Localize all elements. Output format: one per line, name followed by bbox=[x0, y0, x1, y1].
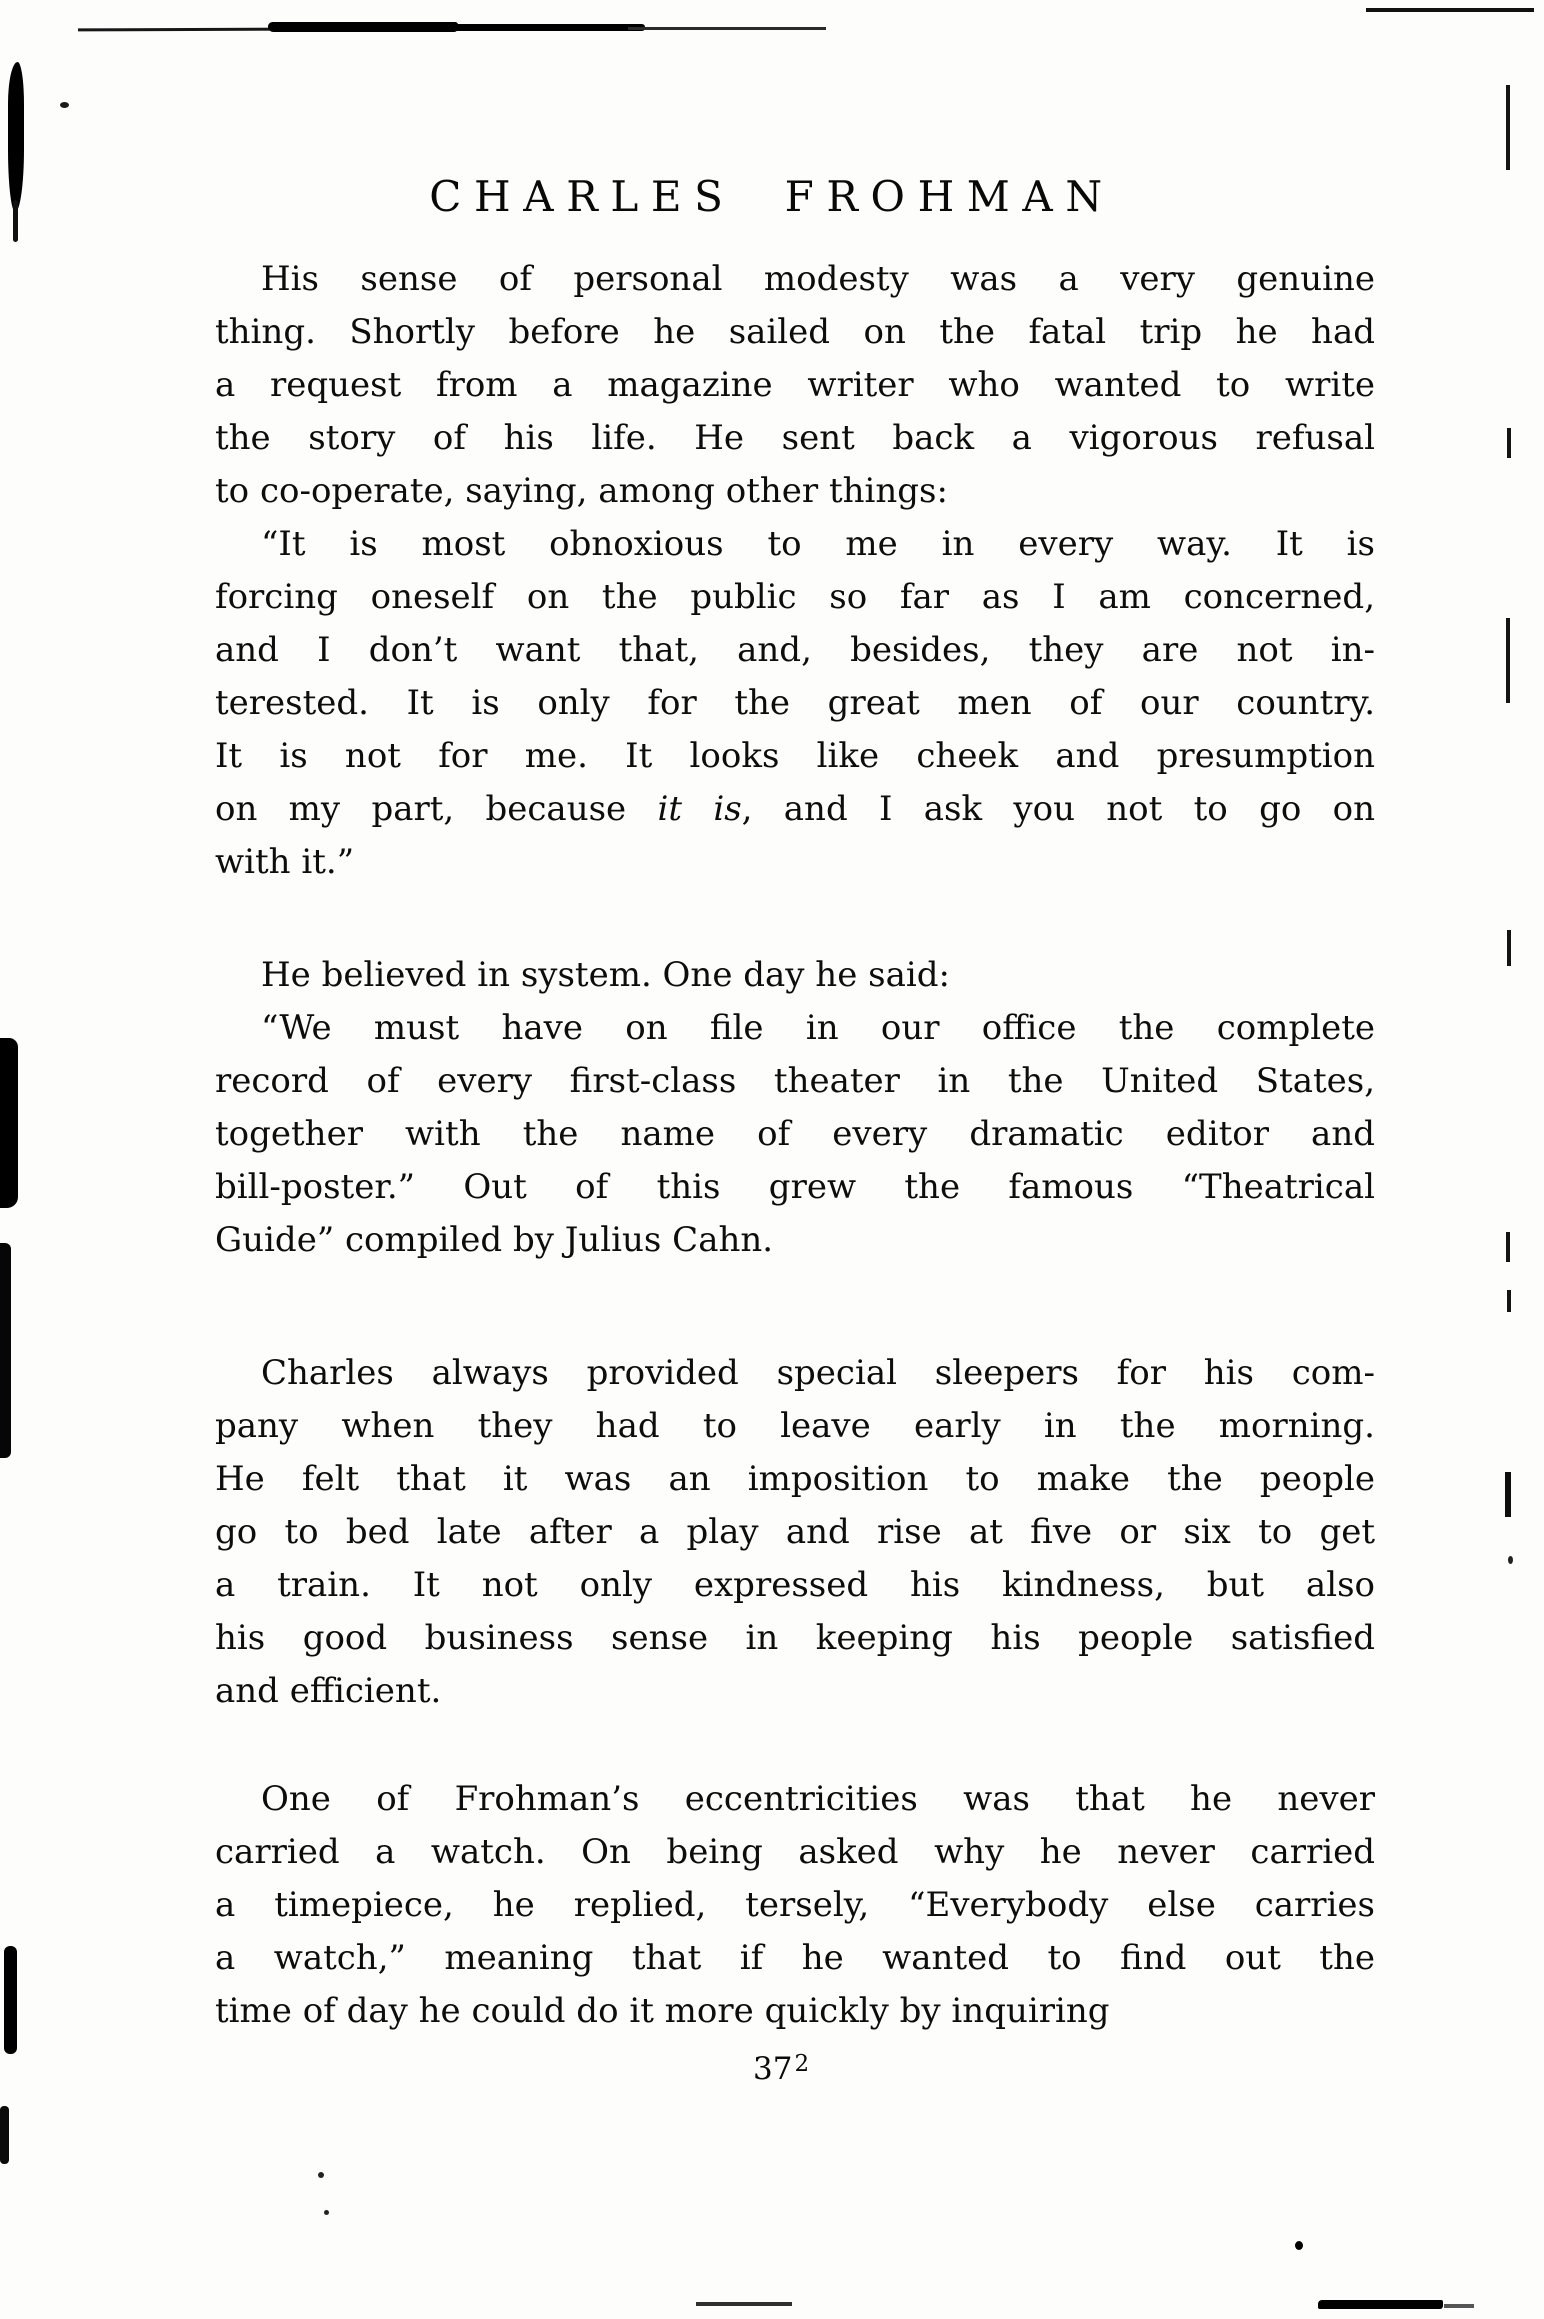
text-line bbox=[215, 1985, 1375, 2038]
text-line bbox=[215, 412, 1375, 465]
text-line bbox=[215, 1559, 1375, 1612]
page-text bbox=[215, 253, 1375, 2038]
text-line bbox=[215, 253, 1375, 306]
text-run: Charles always provided special sleepers for his com- bbox=[261, 1353, 1375, 1393]
page-number bbox=[753, 2051, 809, 2090]
text-line bbox=[215, 465, 1375, 518]
text-run: a train. It not only expressed his kindness, but also bbox=[215, 1565, 1375, 1605]
scan-artifact-right-tick bbox=[1507, 1290, 1511, 1312]
text-line bbox=[215, 783, 1375, 836]
text-run: carried a watch. On being asked why he never carried bbox=[215, 1832, 1375, 1872]
text-run: time of day he could do it more quickly by inquiring bbox=[215, 1991, 1110, 2031]
text-run: Guide” compiled by Julius Cahn. bbox=[215, 1220, 774, 1260]
text-line bbox=[215, 1612, 1375, 1665]
paragraph bbox=[215, 518, 1375, 889]
page-number-superscript: 2 bbox=[794, 2051, 810, 2077]
scan-artifact-top-rule bbox=[440, 24, 645, 31]
text-run: “We must have on file in our office the complete bbox=[261, 1008, 1375, 1048]
scan-artifact-bottom-rule bbox=[696, 2302, 792, 2306]
text-run: a watch,” meaning that if he wanted to find out the bbox=[215, 1938, 1375, 1978]
text-line bbox=[215, 1347, 1375, 1400]
text-line bbox=[215, 624, 1375, 677]
scan-artifact-bottom-right-smudge bbox=[1318, 2300, 1443, 2309]
scan-artifact-right-tick bbox=[1507, 930, 1511, 966]
text-run: with it.” bbox=[215, 842, 355, 882]
text-line bbox=[215, 306, 1375, 359]
text-run: forcing oneself on the public so far as I am concerned, bbox=[215, 577, 1375, 617]
text-line bbox=[215, 1002, 1375, 1055]
text-line bbox=[215, 949, 1375, 1002]
text-line bbox=[215, 1108, 1375, 1161]
text-run: go to bed late after a play and rise at five or six to get bbox=[215, 1512, 1375, 1552]
scan-artifact-left-ink-mark bbox=[4, 1946, 17, 2054]
text-line bbox=[215, 1826, 1375, 1879]
text-line bbox=[215, 1055, 1375, 1108]
scan-artifact-right-tick bbox=[1506, 1232, 1510, 1262]
text-run: a timepiece, he replied, tersely, “Everybody else carries bbox=[215, 1885, 1375, 1925]
paragraph bbox=[215, 1773, 1375, 2038]
text-run: and efficient. bbox=[215, 1671, 442, 1711]
text-run: , and I ask you not to go on bbox=[741, 789, 1375, 829]
scan-artifact-left-ink-mark bbox=[0, 1243, 11, 1458]
text-line bbox=[215, 1932, 1375, 1985]
text-run: It is not for me. It looks like cheek and presumption bbox=[215, 736, 1375, 776]
text-run: bill-poster.” Out of this grew the famous “Theatrical bbox=[215, 1167, 1375, 1207]
scan-artifact-top-rule bbox=[268, 22, 458, 32]
paragraph bbox=[215, 1347, 1375, 1718]
text-run: He felt that it was an imposition to make the people bbox=[215, 1459, 1375, 1499]
scan-artifact-top-rule bbox=[628, 27, 826, 30]
text-run: thing. Shortly before he sailed on the fatal trip he had bbox=[215, 312, 1375, 352]
scan-artifact-right-dot bbox=[1508, 1556, 1513, 1564]
text-line bbox=[215, 518, 1375, 571]
text-run: on my part, because bbox=[215, 789, 658, 829]
text-run: terested. It is only for the great men of our country. bbox=[215, 683, 1375, 723]
text-line bbox=[215, 1161, 1375, 1214]
text-line bbox=[215, 1879, 1375, 1932]
text-run: One of Frohman’s eccentricities was that he never bbox=[261, 1779, 1375, 1819]
text-line bbox=[215, 730, 1375, 783]
text-line bbox=[215, 836, 1375, 889]
text-run: record of every first-class theater in the United States, bbox=[215, 1061, 1375, 1101]
text-line bbox=[215, 1773, 1375, 1826]
scan-artifact-right-tick bbox=[1505, 1472, 1511, 1517]
text-line bbox=[215, 1214, 1375, 1267]
italic-text-run: it is bbox=[657, 789, 742, 829]
text-run: pany when they had to leave early in the morning. bbox=[215, 1406, 1375, 1446]
paragraph bbox=[215, 253, 1375, 518]
scan-artifact-right-tick bbox=[1506, 85, 1510, 170]
text-run: and I don’t want that, and, besides, they are not in- bbox=[215, 630, 1375, 670]
scan-artifact-top-right-rule bbox=[1366, 8, 1534, 12]
page-heading: CHARLES FROHMAN bbox=[429, 172, 1115, 221]
text-line bbox=[215, 677, 1375, 730]
text-line bbox=[215, 571, 1375, 624]
text-line bbox=[215, 1453, 1375, 1506]
text-line bbox=[215, 1400, 1375, 1453]
paragraph bbox=[215, 949, 1375, 1002]
scan-artifact-top-rule bbox=[78, 28, 288, 32]
scan-artifact-speck bbox=[1295, 2241, 1303, 2250]
text-line bbox=[215, 1506, 1375, 1559]
text-run: “It is most obnoxious to me in every way. It is bbox=[261, 524, 1375, 564]
scan-artifact-speck bbox=[60, 102, 69, 108]
text-run: He believed in system. One day he said: bbox=[261, 955, 950, 995]
text-line bbox=[215, 359, 1375, 412]
page-number-main: 37 bbox=[753, 2051, 793, 2087]
text-run: together with the name of every dramatic editor and bbox=[215, 1114, 1375, 1154]
scan-artifact-left-ink-mark bbox=[0, 2106, 9, 2164]
text-line bbox=[215, 1665, 1375, 1718]
scan-artifact-speck bbox=[324, 2210, 329, 2215]
scan-artifact-speck bbox=[318, 2172, 324, 2178]
scan-artifact-left-ink-mark bbox=[0, 1038, 18, 1208]
paragraph bbox=[215, 1002, 1375, 1267]
text-run: a request from a magazine writer who wanted to write bbox=[215, 365, 1375, 405]
scan-artifact-right-tick bbox=[1506, 618, 1510, 703]
text-run: the story of his life. He sent back a vigorous refusal bbox=[215, 418, 1375, 458]
text-run: his good business sense in keeping his people satisfied bbox=[215, 1618, 1375, 1658]
text-run: to co-operate, saying, among other things: bbox=[215, 471, 948, 511]
text-run: His sense of personal modesty was a very genuine bbox=[261, 259, 1375, 299]
scan-artifact-bottom-right-smudge bbox=[1444, 2304, 1474, 2308]
scan-artifact-right-tick bbox=[1507, 428, 1511, 458]
